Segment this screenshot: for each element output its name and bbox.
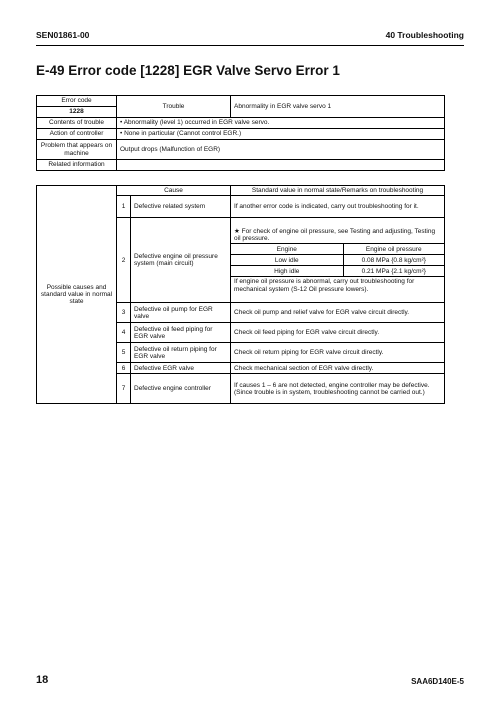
cause-header: Cause (117, 186, 231, 196)
cause-remark: If another error code is indicated, carry out troubleshooting for it. (231, 196, 445, 218)
oil-pressure-remark: If engine oil pressure is abnormal, carry out troubleshooting for mechanical system (S-12 Oil pressure lowers). (234, 278, 415, 293)
contents-value: • Abnormality (level 1) occurred in EGR valve servo. (117, 118, 445, 129)
page-number: 18 (36, 674, 49, 686)
cause-text: Defective oil pump for EGR valve (131, 303, 231, 323)
cause-remark: Check oil return piping for EGR valve circuit directly. (231, 343, 445, 363)
contents-label: Contents of trouble (37, 118, 117, 129)
pressure-low-idle: 0.08 MPa {0.8 kg/cm²} (343, 255, 444, 266)
section-title: 40 Troubleshooting (385, 30, 464, 40)
engine-high-idle: High idle (231, 266, 343, 277)
trouble-label: Trouble (117, 96, 231, 118)
doc-id: SEN01861-00 (36, 30, 90, 40)
cause-num: 2 (117, 218, 131, 303)
error-code-value: 1228 (37, 107, 117, 118)
oil-pressure-note: ★ For check of engine oil pressure, see Testing and adjusting, Testing oil pressure. (234, 227, 436, 242)
oil-pressure-header: Engine oil pressure (343, 244, 444, 255)
cause-remark: Check oil pump and relief valve for EGR valve circuit directly. (231, 303, 445, 323)
cause-num: 7 (117, 374, 131, 404)
causes-table (36, 185, 445, 404)
cause-num: 3 (117, 303, 131, 323)
action-value: • None in particular (Cannot control EGR.) (117, 129, 445, 140)
standard-header: Standard value in normal state/Remarks on troubleshooting (231, 186, 445, 196)
page-header (36, 30, 464, 44)
page-footer (36, 672, 464, 686)
cause-num: 1 (117, 196, 131, 218)
oil-pressure-table (231, 243, 444, 277)
cause-remark: If causes 1 – 6 are not detected, engine controller may be defective. (Since trouble is in system, troubleshooting cannot be carried out.) (231, 374, 445, 404)
cause-text: Defective engine oil pressure system (main circuit) (131, 218, 231, 303)
related-label: Related information (37, 160, 117, 171)
problem-label: Problem that appears on machine (37, 140, 117, 160)
causes-side-label: Possible causes and standard value in normal state (37, 186, 117, 404)
cause-remark: Check oil feed piping for EGR valve circuit directly. (231, 323, 445, 343)
cause-num: 5 (117, 343, 131, 363)
related-value (117, 160, 445, 171)
error-code-label: Error code (37, 96, 117, 107)
cause-text: Defective related system (131, 196, 231, 218)
cause-text: Defective oil return piping for EGR valve (131, 343, 231, 363)
doc-code: SAA6D140E-5 (411, 677, 464, 686)
cause-text: Defective EGR valve (131, 363, 231, 374)
trouble-value: Abnormality in EGR valve servo 1 (231, 96, 445, 118)
engine-header: Engine (231, 244, 343, 255)
action-label: Action of controller (37, 129, 117, 140)
header-rule (36, 45, 464, 46)
page-title: E-49 Error code [1228] EGR Valve Servo Error 1 (36, 63, 340, 78)
oil-pressure-cell (231, 218, 445, 303)
cause-num: 6 (117, 363, 131, 374)
engine-low-idle: Low idle (231, 255, 343, 266)
cause-text: Defective engine controller (131, 374, 231, 404)
cause-text: Defective oil feed piping for EGR valve (131, 323, 231, 343)
problem-value: Output drops (Malfunction of EGR) (117, 140, 445, 160)
cause-num: 4 (117, 323, 131, 343)
pressure-high-idle: 0.21 MPa {2.1 kg/cm²} (343, 266, 444, 277)
error-info-table (36, 95, 445, 171)
cause-remark: Check mechanical section of EGR valve directly. (231, 363, 445, 374)
